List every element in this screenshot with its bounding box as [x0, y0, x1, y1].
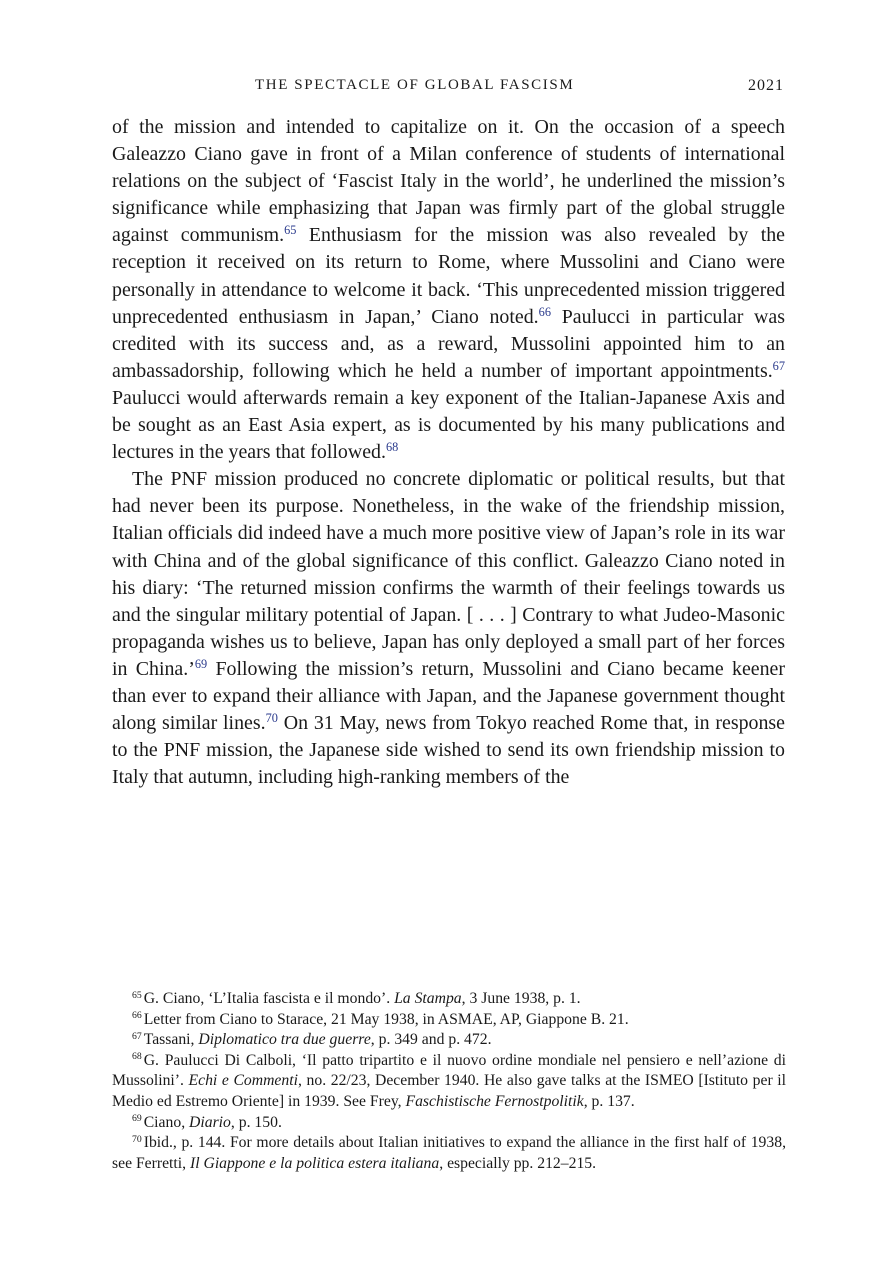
footnote-text: , no. 22/23, December 1940. He also gave talks at the ISMEO [Istituto per il Medio ed Estremo Oriente] in 1939. See Frey, — [112, 1072, 786, 1110]
text-run: Enthusiasm for the mission was also revealed by the reception it received on its return to Rome, where Mussolini and Ciano were personally in attendance to welcome it back. ‘This unprecedented mission triggered unprecedented enthusiasm in Japan,’ Ciano noted. — [112, 224, 785, 328]
footnote-69 — [112, 1113, 786, 1134]
footnote-ref-67[interactable]: 67 — [772, 359, 785, 374]
paragraph-2 — [112, 466, 785, 791]
footnote-number: 66 — [132, 1010, 142, 1022]
footnote-italic: Echi e Commenti — [188, 1072, 298, 1090]
footnote-text: , p. 150. — [230, 1113, 282, 1131]
footnote-ref-70[interactable]: 70 — [265, 711, 278, 726]
paragraph-1 — [112, 114, 785, 466]
running-header — [112, 77, 784, 99]
text-run: Paulucci in particular was credited with its success and, as a reward, Mussolini appointed him to an ambassadorship, following which he held a number of important appointments. — [112, 305, 785, 382]
page-number: 2021 — [748, 77, 784, 94]
footnote-ref-68[interactable]: 68 — [385, 440, 399, 455]
text-run: Following the mission’s return, Mussolini and Ciano became keener than ever to expand their alliance with Japan, and the Japanese government thought along similar lines. — [112, 657, 785, 735]
text-run: Paulucci would afterwards remain a key exponent of the Italian-Japanese Axis and be sought as an East Asia expert, as is documented by his many publications and lectures in the years that followed. — [112, 386, 785, 464]
running-title: THE SPECTACLE OF GLOBAL FASCISM — [255, 77, 575, 93]
footnote-italic: La Stampa — [394, 990, 462, 1007]
footnote-text: , p. 137. — [583, 1092, 635, 1110]
body-text — [112, 114, 785, 791]
footnote-number: 68 — [132, 1051, 142, 1063]
footnote-number: 67 — [132, 1030, 142, 1042]
footnote-ref-69[interactable]: 69 — [194, 657, 208, 672]
footnote-text: , p. 349 and p. 472. — [370, 1031, 492, 1049]
footnote-68 — [112, 1051, 786, 1113]
footnote-text: Letter from Ciano to Starace, 21 May 1938, in ASMAE, AP, Giappone B. 21. — [143, 1010, 629, 1028]
footnote-text: Tassani, — [143, 1031, 199, 1049]
footnote-italic: Il Giappone e la politica estera italiana — [189, 1154, 440, 1172]
footnote-text: , especially pp. 212–215. — [439, 1154, 597, 1172]
footnote-ref-65[interactable]: 65 — [284, 223, 297, 238]
footnote-66 — [112, 1010, 786, 1031]
footnote-67 — [112, 1030, 786, 1051]
footnote-number: 69 — [132, 1113, 142, 1125]
footnote-italic: Faschistische Fernostpolitik — [405, 1092, 584, 1110]
footnote-italic: Diario — [189, 1113, 231, 1131]
text-run: On 31 May, news from Tokyo reached Rome that, in response to the PNF mission, the Japanese side wished to send its own friendship mission to Italy that autumn, including high-ranking members of the — [112, 712, 785, 789]
footnote-number: 65 — [132, 989, 142, 1001]
footnote-text: G. Ciano, ‘L’Italia fascista e il mondo’. — [143, 990, 395, 1007]
footnote-text: G. Paulucci Di Calboli, ‘Il patto tripartito e il nuovo ordine mondiale nel pensiero e nell’azione di Mussolini’. — [112, 1051, 786, 1090]
footnote-text: , 3 June 1938, p. 1. — [461, 990, 581, 1007]
footnote-ref-66[interactable]: 66 — [538, 304, 551, 319]
footnote-65 — [112, 989, 786, 1010]
footnote-text: Ciano, — [143, 1113, 190, 1131]
text-run: of the mission and intended to capitalize on it. On the occasion of a speech Galeazzo Ciano gave in front of a Milan conference of students of international relations on the subject of ‘Fascist Italy in the world’, he underlined the mission’s significance while emphasizing that Japan was firmly part of the global struggle against communism. — [112, 116, 785, 247]
footnotes — [112, 989, 786, 1174]
footnote-italic: Diplomatico tra due guerre — [198, 1031, 371, 1049]
footnote-number: 70 — [132, 1133, 142, 1145]
text-run: The PNF mission produced no concrete diplomatic or political results, but that had never been its purpose. Nonetheless, in the wake of the friendship mission, Italian officials did indeed have a much more positive view of Japan’s role in its war with China and of the global significance of this conflict. Galeazzo Ciano noted in his diary: ‘The returned mission confirms the warmth of their feelings towards us and the singular military potential of Japan. [ . . . ] Contrary to what Judeo-Masonic propaganda wishes us to believe, Japan has only deployed a small part of her forces in China.’ — [112, 468, 785, 680]
footnote-text: Ibid., p. 144. For more details about Italian initiatives to expand the alliance in the first half of 1938, see Ferretti, — [112, 1134, 786, 1172]
footnote-70 — [112, 1133, 786, 1174]
